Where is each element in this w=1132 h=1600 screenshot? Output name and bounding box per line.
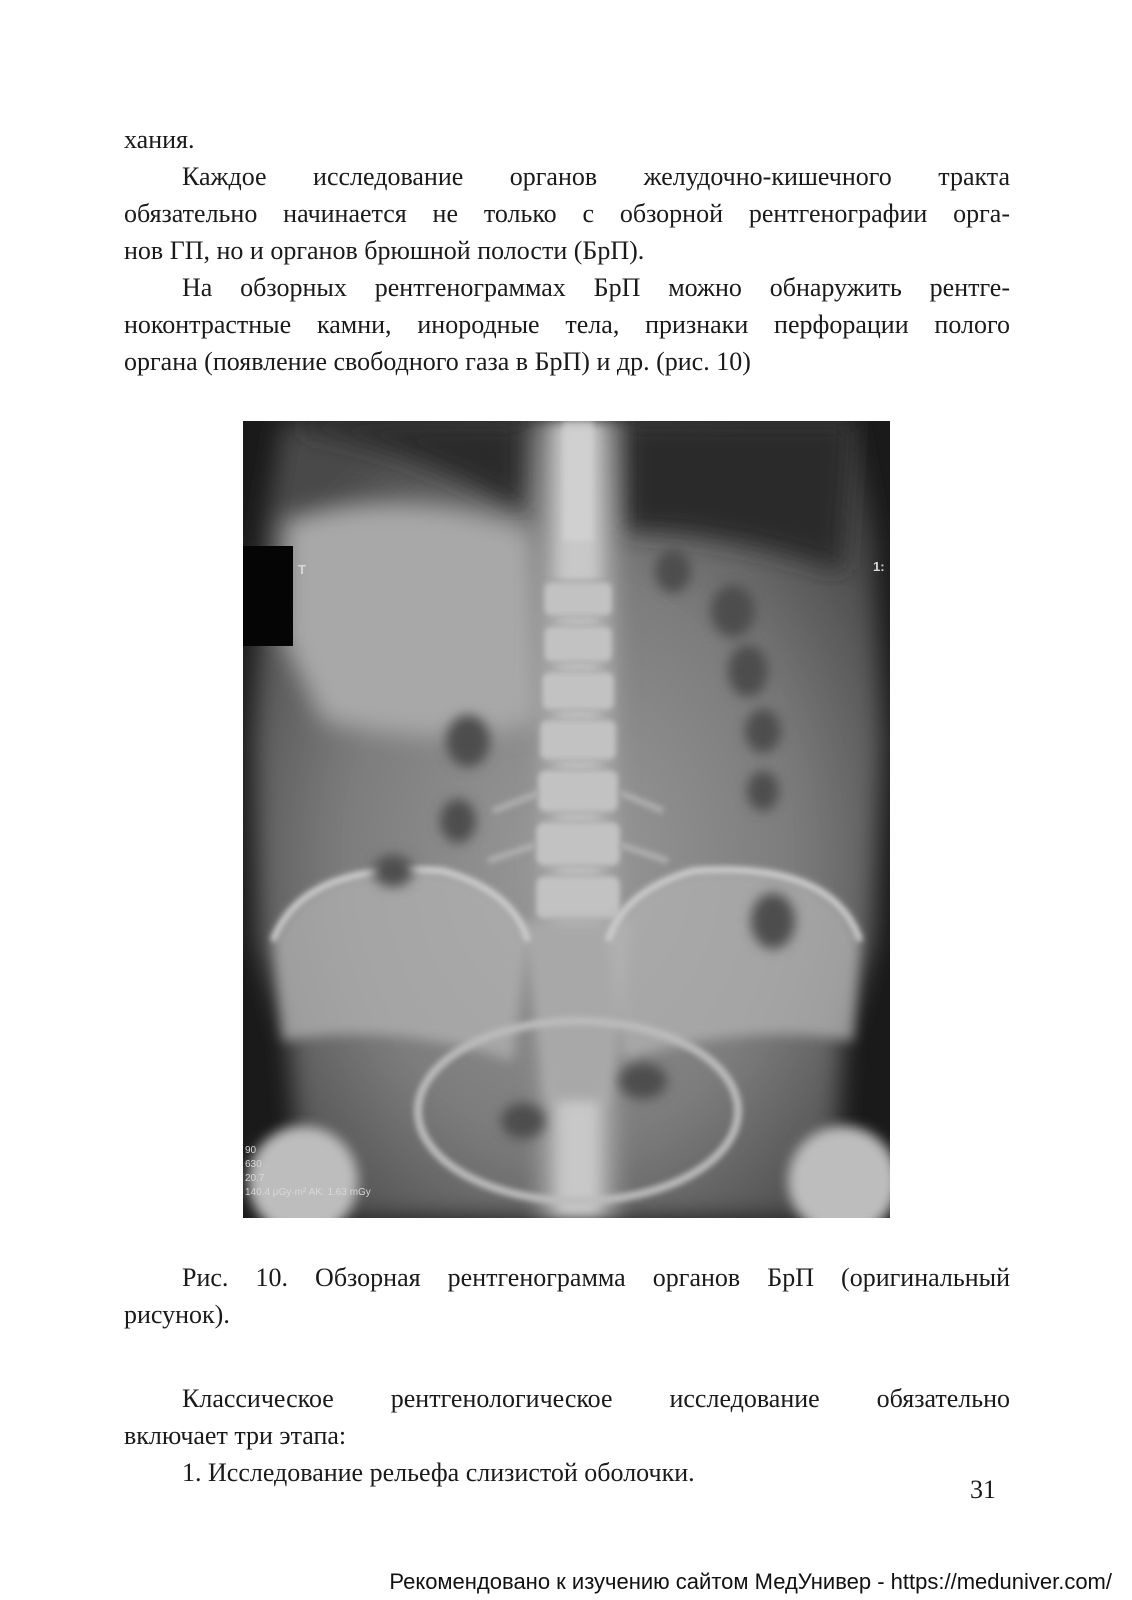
paragraph-continuation bbox=[124, 121, 1010, 158]
text-line: обязательно начинается не только с обзорной рентгенографии орга- bbox=[124, 199, 1010, 228]
paragraph-survey-radiographs bbox=[124, 269, 1010, 380]
text-line: Классическое рентгенологическое исследование обязательно bbox=[182, 1384, 1010, 1413]
xray-marker-right: 1: bbox=[873, 559, 885, 574]
figure-caption bbox=[124, 1259, 1010, 1333]
xray-figure bbox=[243, 421, 890, 1218]
body-text-top bbox=[124, 121, 1010, 380]
page-number: 31 bbox=[970, 1475, 996, 1504]
xray-info-line: 20.7 bbox=[245, 1173, 265, 1184]
text-line: Каждое исследование органов желудочно-кишечного тракта bbox=[182, 162, 1010, 191]
footer-recommendation: Рекомендовано к изучению сайтом МедУнивер - https://meduniver.com/ bbox=[389, 1569, 1112, 1594]
text-line: хания. bbox=[124, 125, 195, 154]
xray-info-line: 140.4 μGy·m² AK: 1.63 mGy bbox=[245, 1187, 371, 1198]
abdominal-xray-image bbox=[243, 421, 890, 1218]
numbered-list bbox=[124, 1454, 1010, 1491]
xray-marker-left: T bbox=[298, 562, 306, 577]
body-text-bottom bbox=[124, 1380, 1010, 1491]
xray-info-line: 630 bbox=[245, 1159, 262, 1170]
text-line: На обзорных рентгенограммах БрП можно обнаружить рентге- bbox=[182, 273, 1010, 302]
paragraph-examination bbox=[124, 158, 1010, 269]
caption-line: Рис. 10. Обзорная рентгенограмма органов БрП (оригинальный bbox=[182, 1263, 1010, 1292]
text-line: включает три этапа: bbox=[124, 1421, 347, 1450]
text-line: ноконтрастные камни, инородные тела, признаки перфорации полого bbox=[124, 310, 1010, 339]
paragraph-classic-exam bbox=[124, 1380, 1010, 1454]
list-item: 1. Исследование рельефа слизистой оболочки. bbox=[182, 1458, 695, 1487]
text-line: нов ГП, но и органов брюшной полости (БрП). bbox=[124, 236, 645, 265]
xray-info-line: 90 bbox=[245, 1145, 257, 1156]
text-line: органа (появление свободного газа в БрП) и др. (рис. 10) bbox=[124, 347, 751, 376]
caption-line: рисунок). bbox=[124, 1300, 230, 1329]
